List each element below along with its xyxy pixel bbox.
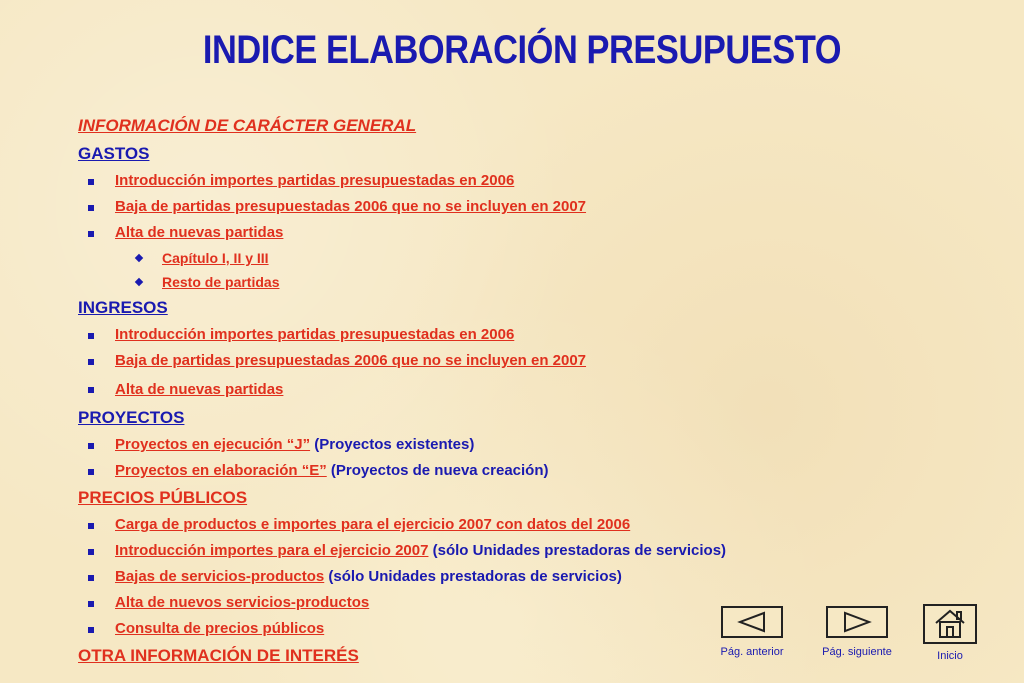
list-item — [78, 220, 978, 246]
index-content — [78, 112, 978, 670]
item-note: (sólo Unidades prestadoras de servicios) — [324, 568, 622, 585]
square-bullet-icon — [88, 627, 94, 633]
triangle-right-icon — [841, 611, 873, 633]
square-bullet-icon — [88, 387, 94, 393]
square-bullet-icon — [88, 333, 94, 339]
list-item — [78, 564, 978, 590]
sub-list-item — [78, 270, 978, 294]
list-item — [78, 348, 978, 374]
item-note: (Proyectos existentes) — [310, 436, 475, 453]
next-page-button[interactable] — [826, 606, 888, 638]
item-note: (Proyectos de nueva creación) — [326, 462, 549, 479]
list-item — [78, 374, 978, 404]
ingresos-link-baja[interactable]: Baja de partidas presupuestadas 2006 que no se incluyen en 2007 — [115, 352, 587, 369]
sub-list-item — [78, 246, 978, 270]
proyectos-link-elaboracion[interactable]: Proyectos en elaboración “E” — [115, 462, 327, 479]
house-icon — [932, 608, 968, 640]
diamond-bullet-icon — [135, 278, 143, 286]
nav-prev — [712, 606, 792, 658]
section-precios-publicos[interactable]: PRECIOS PÚBLICOS — [78, 488, 248, 507]
square-bullet-icon — [88, 179, 94, 185]
square-bullet-icon — [88, 523, 94, 529]
home-button[interactable] — [923, 604, 977, 644]
section-general-info[interactable]: INFORMACIÓN DE CARÁCTER GENERAL — [78, 116, 417, 135]
section-proyectos[interactable]: PROYECTOS — [78, 408, 185, 427]
gastos-link-alta[interactable]: Alta de nuevas partidas — [115, 224, 284, 241]
gastos-link-baja[interactable]: Baja de partidas presupuestadas 2006 que no se incluyen en 2007 — [115, 198, 587, 215]
nav-next — [817, 606, 897, 658]
square-bullet-icon — [88, 443, 94, 449]
item-note: (sólo Unidades prestadoras de servicios) — [428, 542, 727, 559]
precios-link-bajas[interactable]: Bajas de servicios-productos — [115, 568, 325, 585]
list-item — [78, 432, 978, 458]
square-bullet-icon — [88, 469, 94, 475]
list-item — [78, 512, 978, 538]
ingresos-link-introduccion[interactable]: Introducción importes partidas presupuestadas en 2006 — [115, 326, 515, 343]
home-label[interactable]: Inicio — [937, 650, 963, 662]
proyectos-link-ejecucion[interactable]: Proyectos en ejecución “J” — [115, 436, 311, 453]
list-item — [78, 538, 978, 564]
ingresos-link-alta[interactable]: Alta de nuevas partidas — [115, 381, 284, 398]
diamond-bullet-icon — [135, 254, 143, 262]
square-bullet-icon — [88, 601, 94, 607]
prev-page-label[interactable]: Pág. anterior — [720, 646, 784, 658]
nav-home — [910, 604, 990, 662]
prev-page-button[interactable] — [721, 606, 783, 638]
gastos-link-resto[interactable]: Resto de partidas — [162, 274, 280, 290]
triangle-left-icon — [736, 611, 768, 633]
precios-link-alta[interactable]: Alta de nuevos servicios-productos — [115, 594, 370, 611]
next-page-label[interactable]: Pág. siguiente — [822, 646, 892, 658]
list-item — [78, 194, 978, 220]
square-bullet-icon — [88, 205, 94, 211]
section-ingresos[interactable]: INGRESOS — [78, 298, 168, 317]
square-bullet-icon — [88, 549, 94, 555]
square-bullet-icon — [88, 359, 94, 365]
section-otra-informacion[interactable]: OTRA INFORMACIÓN DE INTERÉS — [78, 646, 359, 665]
gastos-link-capitulo[interactable]: Capítulo I, II y III — [162, 250, 269, 266]
list-item — [78, 168, 978, 194]
precios-link-carga[interactable]: Carga de productos e importes para el ejercicio 2007 con datos del 2006 — [115, 516, 631, 533]
square-bullet-icon — [88, 575, 94, 581]
list-item — [78, 458, 978, 484]
gastos-link-introduccion[interactable]: Introducción importes partidas presupuestadas en 2006 — [115, 172, 515, 189]
precios-link-introduccion[interactable]: Introducción importes para el ejercicio 2007 — [115, 542, 429, 559]
precios-link-consulta[interactable]: Consulta de precios públicos — [115, 620, 325, 637]
list-item — [78, 322, 978, 348]
section-gastos[interactable]: GASTOS — [78, 144, 150, 163]
page-title: INDICE ELABORACIÓN PRESUPUESTO — [202, 28, 842, 72]
square-bullet-icon — [88, 231, 94, 237]
